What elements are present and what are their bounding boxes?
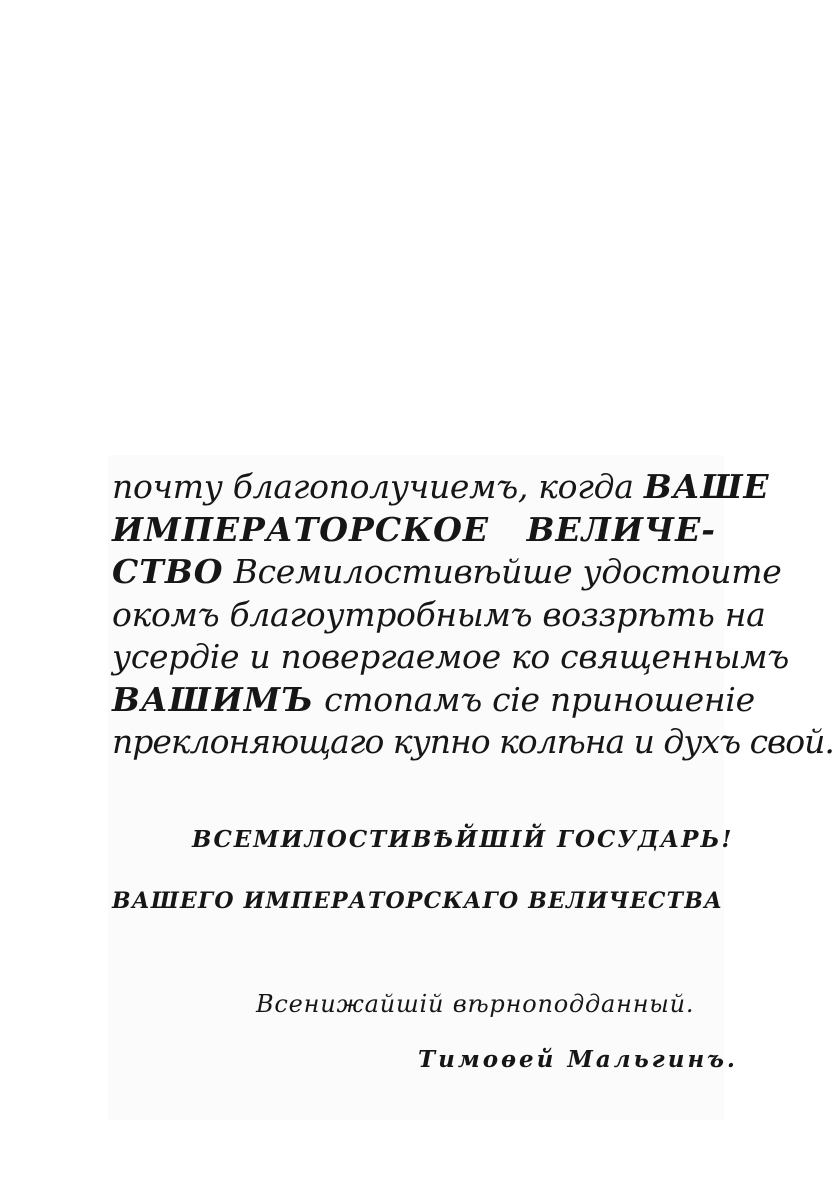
majesty-line: ВАШЕГО ИМПЕРАТОРСКАГО ВЕЛИЧЕСТВА xyxy=(112,888,724,914)
dedication-line-5: усердіе и повергаемое ко священнымъ xyxy=(112,637,789,676)
dedication-line-1: почту благополучиемъ, когда ВАШЕ xyxy=(112,467,770,506)
dedication-line-2: ИМПЕРАТОРСКОЕ ВЕЛИЧЕ- xyxy=(112,509,716,549)
salutation-line: ВСЕМИЛОСТИВѢЙШІЙ ГОСУДАРЬ! xyxy=(192,826,734,853)
author-signature: Тимоѳей Мальгинъ. xyxy=(418,1046,738,1073)
dedication-line-7: преклоняющаго купно колѣна и духъ свой. xyxy=(112,722,834,761)
dedication-line-3: СТВО Всемилостивѣйше удостоите xyxy=(112,552,782,591)
subject-line: Всенижайшій вѣрноподданный. xyxy=(256,990,695,1018)
dedication-paragraph xyxy=(112,466,834,764)
dedication-line-6: ВАШИМЪ стопамъ сіе приношеніе xyxy=(112,679,755,719)
dedication-line-4: окомъ благоутробнымъ воззрѣть на xyxy=(112,594,766,634)
